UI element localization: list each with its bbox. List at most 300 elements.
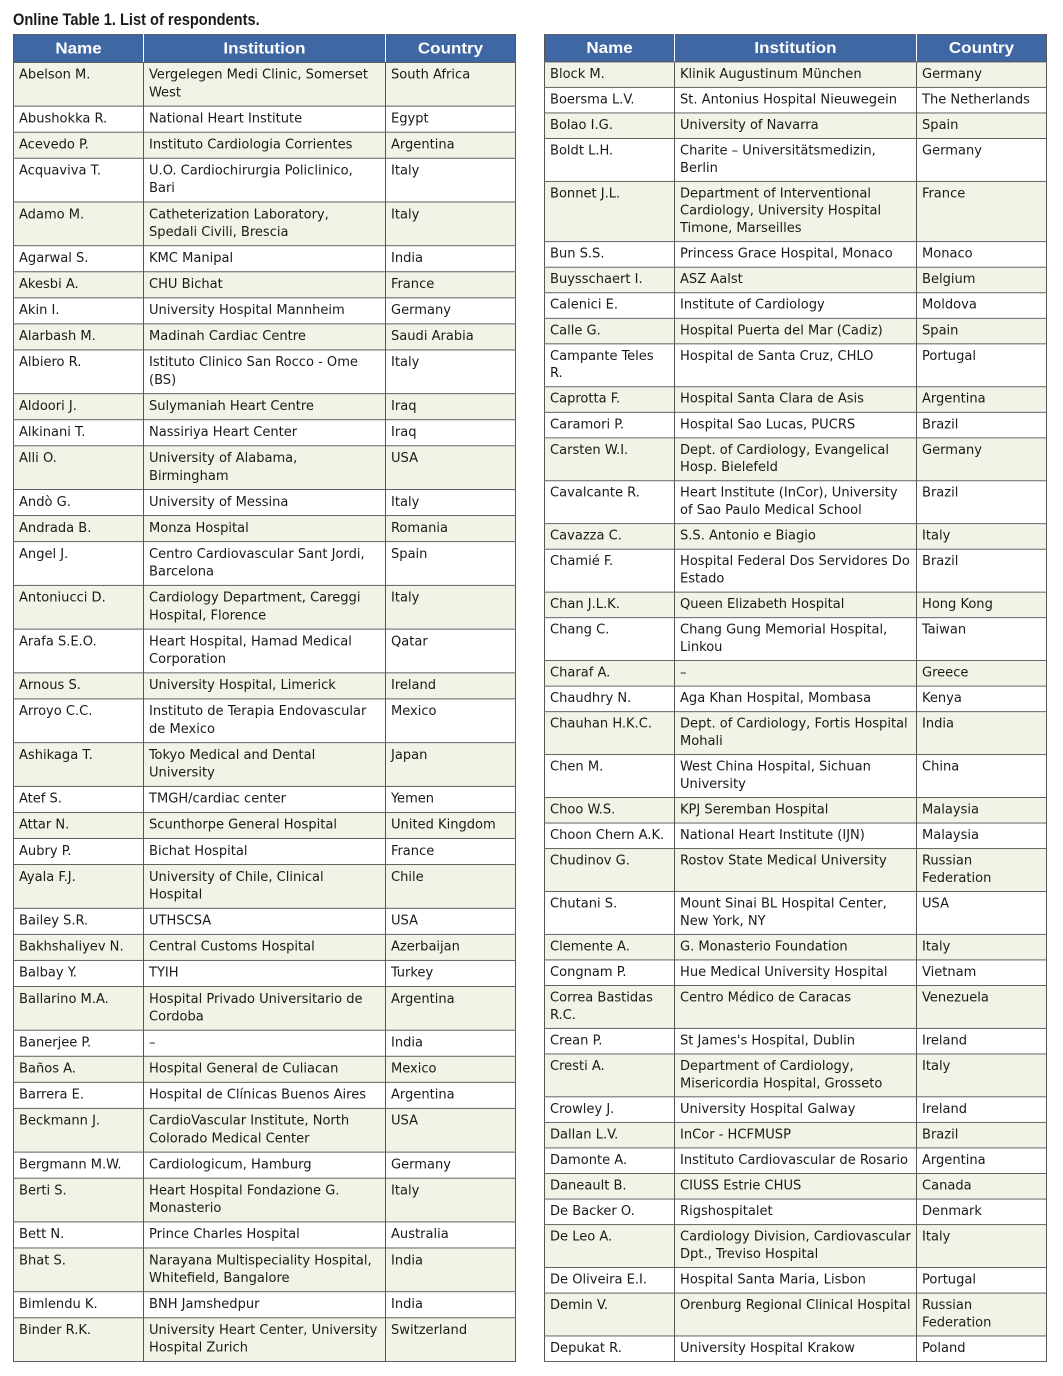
- country-cell: Kenya: [917, 686, 1047, 712]
- table-caption: Online Table 1. List of respondents.: [13, 10, 260, 29]
- country-cell: Brazil: [917, 549, 1047, 592]
- table-row: [14, 1248, 516, 1292]
- table-row: [545, 87, 1047, 113]
- name-cell: Carsten W.I.: [545, 438, 675, 481]
- table-row: [14, 934, 516, 960]
- name-cell: Buysschaert I.: [545, 267, 675, 293]
- table-row: [545, 618, 1047, 661]
- country-cell: USA: [917, 891, 1047, 934]
- name-cell: Arnous S.: [14, 673, 144, 699]
- table-row: [14, 62, 516, 106]
- column-header-country: Country: [917, 34, 1047, 61]
- name-cell: Bakhshaliyev N.: [14, 934, 144, 960]
- country-cell: China: [917, 755, 1047, 798]
- name-cell: Bonnet J.L.: [545, 181, 675, 241]
- header-row: [14, 34, 516, 62]
- table-row: [545, 318, 1047, 344]
- country-cell: Malaysia: [917, 797, 1047, 823]
- institution-cell: CIUSS Estrie CHUS: [675, 1174, 917, 1200]
- country-cell: Italy: [386, 202, 516, 246]
- name-cell: Balbay Y.: [14, 960, 144, 986]
- respondents-table-right: [544, 34, 1047, 1362]
- table-row: [14, 1108, 516, 1152]
- country-cell: Denmark: [917, 1199, 1047, 1225]
- institution-cell: University Hospital Mannheim: [144, 298, 386, 324]
- table-row: [14, 673, 516, 699]
- country-cell: France: [917, 181, 1047, 241]
- table-row: [545, 823, 1047, 849]
- institution-cell: Narayana Multispeciality Hospital, Whitefield, Bangalore: [144, 1248, 386, 1292]
- institution-cell: West China Hospital, Sichuan University: [675, 755, 917, 798]
- country-cell: Portugal: [917, 344, 1047, 387]
- institution-cell: Istituto Clinico San Rocco - Ome (BS): [144, 350, 386, 394]
- institution-cell: Department of Interventional Cardiology, University Hospital Timone, Marseilles: [675, 181, 917, 241]
- name-cell: Attar N.: [14, 812, 144, 838]
- country-cell: Qatar: [386, 629, 516, 673]
- institution-cell: Catheterization Laboratory, Spedali Civili, Brescia: [144, 202, 386, 246]
- name-cell: Aubry P.: [14, 839, 144, 865]
- table-row: [14, 743, 516, 787]
- name-cell: Choo W.S.: [545, 797, 675, 823]
- country-cell: Chile: [386, 865, 516, 909]
- institution-cell: Scunthorpe General Hospital: [144, 812, 386, 838]
- name-cell: Campante Teles R.: [545, 344, 675, 387]
- name-cell: Beckmann J.: [14, 1108, 144, 1152]
- name-cell: Atef S.: [14, 786, 144, 812]
- name-cell: Cavazza C.: [545, 524, 675, 550]
- institution-cell: Mount Sinai BL Hospital Center, New York, NY: [675, 891, 917, 934]
- institution-cell: Dept. of Cardiology, Evangelical Hosp. Bielefeld: [675, 438, 917, 481]
- institution-cell: Centro Cardiovascular Sant Jordi, Barcelona: [144, 542, 386, 586]
- country-cell: USA: [386, 446, 516, 490]
- institution-cell: Sulymaniah Heart Centre: [144, 394, 386, 420]
- institution-cell: Hospital Federal Dos Servidores Do Estado: [675, 549, 917, 592]
- table-row: [545, 412, 1047, 438]
- institution-cell: Dept. of Cardiology, Fortis Hospital Mohali: [675, 712, 917, 755]
- column-header-name: Name: [545, 34, 675, 61]
- table-row: [14, 542, 516, 586]
- table-row: [545, 755, 1047, 798]
- country-cell: Taiwan: [917, 618, 1047, 661]
- country-cell: Argentina: [917, 387, 1047, 413]
- name-cell: Bergmann M.W.: [14, 1152, 144, 1178]
- table-row: [14, 1056, 516, 1082]
- institution-cell: Madinah Cardiac Centre: [144, 324, 386, 350]
- country-cell: South Africa: [386, 62, 516, 106]
- country-cell: Australia: [386, 1222, 516, 1248]
- table-row: [545, 712, 1047, 755]
- table-row: [545, 1122, 1047, 1148]
- name-cell: Chudinov G.: [545, 849, 675, 892]
- name-cell: Caramori P.: [545, 412, 675, 438]
- institution-cell: St James's Hospital, Dublin: [675, 1028, 917, 1054]
- name-cell: Andrada B.: [14, 516, 144, 542]
- institution-cell: University of Chile, Clinical Hospital: [144, 865, 386, 909]
- name-cell: Damonte A.: [545, 1148, 675, 1174]
- country-cell: Iraq: [386, 394, 516, 420]
- country-cell: Turkey: [386, 960, 516, 986]
- country-cell: Yemen: [386, 786, 516, 812]
- country-cell: Brazil: [917, 481, 1047, 524]
- table-row: [14, 132, 516, 158]
- respondents-table-left: [13, 34, 516, 1362]
- table-row: [545, 1225, 1047, 1268]
- table-row: [545, 1148, 1047, 1174]
- table-row: [14, 986, 516, 1030]
- name-cell: Aldoori J.: [14, 394, 144, 420]
- table-row: [14, 394, 516, 420]
- name-cell: Bhat S.: [14, 1248, 144, 1292]
- table-row: [14, 699, 516, 743]
- name-cell: Ashikaga T.: [14, 743, 144, 787]
- country-cell: Ireland: [917, 1028, 1047, 1054]
- country-cell: Italy: [386, 158, 516, 202]
- country-cell: Italy: [386, 490, 516, 516]
- table-row: [545, 524, 1047, 550]
- country-cell: Brazil: [917, 1122, 1047, 1148]
- name-cell: Angel J.: [14, 542, 144, 586]
- name-cell: Berti S.: [14, 1178, 144, 1222]
- country-cell: Russian Federation: [917, 1293, 1047, 1336]
- country-cell: Switzerland: [386, 1318, 516, 1362]
- country-cell: France: [386, 272, 516, 298]
- table-row: [14, 446, 516, 490]
- institution-cell: Tokyo Medical and Dental University: [144, 743, 386, 787]
- institution-cell: Instituto Cardiovascular de Rosario: [675, 1148, 917, 1174]
- country-cell: Spain: [917, 113, 1047, 139]
- table-row: [14, 202, 516, 246]
- name-cell: Arafa S.E.O.: [14, 629, 144, 673]
- country-cell: Egypt: [386, 106, 516, 132]
- country-cell: India: [386, 246, 516, 272]
- table-row: [545, 686, 1047, 712]
- country-cell: Germany: [917, 139, 1047, 182]
- name-cell: Chang C.: [545, 618, 675, 661]
- country-cell: USA: [386, 908, 516, 934]
- name-cell: Agarwal S.: [14, 246, 144, 272]
- institution-cell: Hospital Puerta del Mar (Cadiz): [675, 318, 917, 344]
- table-row: [14, 1082, 516, 1108]
- country-cell: India: [386, 1292, 516, 1318]
- column-header-country: Country: [386, 34, 516, 62]
- country-cell: India: [917, 712, 1047, 755]
- table-row: [545, 985, 1047, 1028]
- institution-cell: Cardiologicum, Hamburg: [144, 1152, 386, 1178]
- institution-cell: University Heart Center, University Hospital Zurich: [144, 1318, 386, 1362]
- name-cell: De Leo A.: [545, 1225, 675, 1268]
- country-cell: The Netherlands: [917, 87, 1047, 113]
- country-cell: Azerbaijan: [386, 934, 516, 960]
- institution-cell: Heart Hospital, Hamad Medical Corporation: [144, 629, 386, 673]
- table-row: [545, 1174, 1047, 1200]
- country-cell: Greece: [917, 661, 1047, 687]
- table-row: [545, 387, 1047, 413]
- table-row: [14, 1292, 516, 1318]
- table-row: [545, 661, 1047, 687]
- institution-cell: InCor - HCFMUSP: [675, 1122, 917, 1148]
- name-cell: Depukat R.: [545, 1336, 675, 1362]
- country-cell: Argentina: [917, 1148, 1047, 1174]
- country-cell: Mexico: [386, 1056, 516, 1082]
- name-cell: Bun S.S.: [545, 242, 675, 268]
- institution-cell: Rostov State Medical University: [675, 849, 917, 892]
- country-cell: Iraq: [386, 420, 516, 446]
- country-cell: Italy: [386, 585, 516, 629]
- country-cell: Monaco: [917, 242, 1047, 268]
- institution-cell: KMC Manipal: [144, 246, 386, 272]
- institution-cell: Instituto de Terapia Endovascular de Mexico: [144, 699, 386, 743]
- table-row: [545, 549, 1047, 592]
- country-cell: Italy: [917, 1225, 1047, 1268]
- name-cell: Abushokka R.: [14, 106, 144, 132]
- institution-cell: Princess Grace Hospital, Monaco: [675, 242, 917, 268]
- name-cell: Choon Chern A.K.: [545, 823, 675, 849]
- country-cell: Italy: [917, 934, 1047, 960]
- table-row: [14, 158, 516, 202]
- institution-cell: CHU Bichat: [144, 272, 386, 298]
- table-row: [14, 106, 516, 132]
- country-cell: Ireland: [917, 1097, 1047, 1123]
- institution-cell: Cardiology Department, Careggi Hospital, Florence: [144, 585, 386, 629]
- institution-cell: Institute of Cardiology: [675, 293, 917, 319]
- table-row: [545, 438, 1047, 481]
- name-cell: Cavalcante R.: [545, 481, 675, 524]
- country-cell: Poland: [917, 1336, 1047, 1362]
- name-cell: Chan J.L.K.: [545, 592, 675, 618]
- name-cell: Cresti A.: [545, 1054, 675, 1097]
- table-row: [14, 1030, 516, 1056]
- institution-cell: Hospital General de Culiacan: [144, 1056, 386, 1082]
- table-row: [545, 891, 1047, 934]
- country-cell: Germany: [386, 1152, 516, 1178]
- name-cell: Crean P.: [545, 1028, 675, 1054]
- institution-cell: Centro Médico de Caracas: [675, 985, 917, 1028]
- name-cell: Arroyo C.C.: [14, 699, 144, 743]
- country-cell: USA: [386, 1108, 516, 1152]
- institution-cell: St. Antonius Hospital Nieuwegein: [675, 87, 917, 113]
- table-row: [545, 1293, 1047, 1336]
- table-row: [14, 420, 516, 446]
- institution-cell: Cardiology Division, Cardiovascular Dpt., Treviso Hospital: [675, 1225, 917, 1268]
- table-row: [545, 293, 1047, 319]
- table-row: [14, 1178, 516, 1222]
- table-row: [545, 960, 1047, 986]
- institution-cell: BNH Jamshedpur: [144, 1292, 386, 1318]
- institution-cell: CardioVascular Institute, North Colorado Medical Center: [144, 1108, 386, 1152]
- name-cell: Boersma L.V.: [545, 87, 675, 113]
- country-cell: India: [386, 1030, 516, 1056]
- name-cell: Alarbash M.: [14, 324, 144, 350]
- country-cell: Vietnam: [917, 960, 1047, 986]
- institution-cell: –: [675, 661, 917, 687]
- table-row: [545, 849, 1047, 892]
- institution-cell: G. Monasterio Foundation: [675, 934, 917, 960]
- table-row: [545, 181, 1047, 241]
- name-cell: Boldt L.H.: [545, 139, 675, 182]
- institution-cell: Central Customs Hospital: [144, 934, 386, 960]
- institution-cell: TYIH: [144, 960, 386, 986]
- institution-cell: UTHSCSA: [144, 908, 386, 934]
- institution-cell: University Hospital, Limerick: [144, 673, 386, 699]
- country-cell: Argentina: [386, 986, 516, 1030]
- name-cell: Baños A.: [14, 1056, 144, 1082]
- name-cell: Bimlendu K.: [14, 1292, 144, 1318]
- table-row: [545, 62, 1047, 88]
- country-cell: France: [386, 839, 516, 865]
- country-cell: Spain: [917, 318, 1047, 344]
- country-cell: Ireland: [386, 673, 516, 699]
- institution-cell: Queen Elizabeth Hospital: [675, 592, 917, 618]
- country-cell: Germany: [386, 298, 516, 324]
- table-row: [14, 246, 516, 272]
- table-row: [545, 1336, 1047, 1362]
- table-row: [545, 797, 1047, 823]
- name-cell: Block M.: [545, 62, 675, 88]
- name-cell: Akesbi A.: [14, 272, 144, 298]
- institution-cell: U.O. Cardiochirurgia Policlinico, Bari: [144, 158, 386, 202]
- table-row: [545, 1199, 1047, 1225]
- institution-cell: –: [144, 1030, 386, 1056]
- name-cell: Chamié F.: [545, 549, 675, 592]
- institution-cell: Hospital Sao Lucas, PUCRS: [675, 412, 917, 438]
- country-cell: Russian Federation: [917, 849, 1047, 892]
- table-row: [14, 298, 516, 324]
- column-header-institution: Institution: [675, 34, 917, 61]
- name-cell: Chaudhry N.: [545, 686, 675, 712]
- name-cell: Bett N.: [14, 1222, 144, 1248]
- table-row: [545, 1268, 1047, 1294]
- institution-cell: ASZ Aalst: [675, 267, 917, 293]
- name-cell: Dallan L.V.: [545, 1122, 675, 1148]
- table-row: [14, 324, 516, 350]
- table-row: [14, 1318, 516, 1362]
- name-cell: Acevedo P.: [14, 132, 144, 158]
- institution-cell: Hue Medical University Hospital: [675, 960, 917, 986]
- institution-cell: Heart Hospital Fondazione G. Monasterio: [144, 1178, 386, 1222]
- institution-cell: National Heart Institute (IJN): [675, 823, 917, 849]
- country-cell: Japan: [386, 743, 516, 787]
- name-cell: Antoniucci D.: [14, 585, 144, 629]
- name-cell: Crowley J.: [545, 1097, 675, 1123]
- table-row: [545, 1097, 1047, 1123]
- name-cell: Calenici E.: [545, 293, 675, 319]
- table-row: [14, 960, 516, 986]
- country-cell: Moldova: [917, 293, 1047, 319]
- country-cell: Italy: [917, 524, 1047, 550]
- country-cell: Brazil: [917, 412, 1047, 438]
- institution-cell: Prince Charles Hospital: [144, 1222, 386, 1248]
- name-cell: Banerjee P.: [14, 1030, 144, 1056]
- name-cell: Chauhan H.K.C.: [545, 712, 675, 755]
- table-row: [14, 786, 516, 812]
- institution-cell: Bichat Hospital: [144, 839, 386, 865]
- name-cell: De Oliveira E.I.: [545, 1268, 675, 1294]
- table-row: [545, 267, 1047, 293]
- name-cell: Alkinani T.: [14, 420, 144, 446]
- country-cell: Argentina: [386, 132, 516, 158]
- name-cell: Ayala F.J.: [14, 865, 144, 909]
- table-row: [14, 839, 516, 865]
- name-cell: Chutani S.: [545, 891, 675, 934]
- country-cell: Argentina: [386, 1082, 516, 1108]
- name-cell: Bolao I.G.: [545, 113, 675, 139]
- table-row: [545, 934, 1047, 960]
- table-row: [14, 812, 516, 838]
- column-header-name: Name: [14, 34, 144, 62]
- country-cell: Italy: [386, 350, 516, 394]
- table-row: [545, 592, 1047, 618]
- table-row: [14, 350, 516, 394]
- institution-cell: Aga Khan Hospital, Mombasa: [675, 686, 917, 712]
- institution-cell: Department of Cardiology, Misericordia Hospital, Grosseto: [675, 1054, 917, 1097]
- institution-cell: Heart Institute (InCor), University of Sao Paulo Medical School: [675, 481, 917, 524]
- country-cell: India: [386, 1248, 516, 1292]
- name-cell: Charaf A.: [545, 661, 675, 687]
- institution-cell: S.S. Antonio e Biagio: [675, 524, 917, 550]
- institution-cell: Hospital de Santa Cruz, CHLO: [675, 344, 917, 387]
- name-cell: De Backer O.: [545, 1199, 675, 1225]
- table-row: [545, 113, 1047, 139]
- name-cell: Calle G.: [545, 318, 675, 344]
- table-row: [545, 139, 1047, 182]
- country-cell: Spain: [386, 542, 516, 586]
- name-cell: Binder R.K.: [14, 1318, 144, 1362]
- institution-cell: Hospital Santa Maria, Lisbon: [675, 1268, 917, 1294]
- country-cell: Germany: [917, 62, 1047, 88]
- name-cell: Caprotta F.: [545, 387, 675, 413]
- name-cell: Congnam P.: [545, 960, 675, 986]
- table-row: [14, 908, 516, 934]
- institution-cell: Instituto Cardiologia Corrientes: [144, 132, 386, 158]
- table-row: [14, 516, 516, 542]
- column-header-institution: Institution: [144, 34, 386, 62]
- country-cell: Mexico: [386, 699, 516, 743]
- country-cell: Romania: [386, 516, 516, 542]
- institution-cell: TMGH/cardiac center: [144, 786, 386, 812]
- institution-cell: Orenburg Regional Clinical Hospital: [675, 1293, 917, 1336]
- table-row: [14, 865, 516, 909]
- name-cell: Correa Bastidas R.C.: [545, 985, 675, 1028]
- table-row: [545, 1028, 1047, 1054]
- name-cell: Akin I.: [14, 298, 144, 324]
- institution-cell: Nassiriya Heart Center: [144, 420, 386, 446]
- table-row: [545, 1054, 1047, 1097]
- table-row: [14, 1222, 516, 1248]
- country-cell: Italy: [386, 1178, 516, 1222]
- name-cell: Adamo M.: [14, 202, 144, 246]
- institution-cell: Rigshospitalet: [675, 1199, 917, 1225]
- table-row: [14, 585, 516, 629]
- institution-cell: National Heart Institute: [144, 106, 386, 132]
- table-row: [545, 344, 1047, 387]
- institution-cell: University Hospital Galway: [675, 1097, 917, 1123]
- country-cell: Italy: [917, 1054, 1047, 1097]
- name-cell: Demin V.: [545, 1293, 675, 1336]
- institution-cell: Klinik Augustinum München: [675, 62, 917, 88]
- institution-cell: University Hospital Krakow: [675, 1336, 917, 1362]
- name-cell: Albiero R.: [14, 350, 144, 394]
- institution-cell: University of Messina: [144, 490, 386, 516]
- table-row: [14, 272, 516, 298]
- table-row: [14, 490, 516, 516]
- institution-cell: Hospital Santa Clara de Asis: [675, 387, 917, 413]
- institution-cell: Hospital de Clínicas Buenos Aires: [144, 1082, 386, 1108]
- country-cell: Portugal: [917, 1268, 1047, 1294]
- country-cell: Germany: [917, 438, 1047, 481]
- name-cell: Clemente A.: [545, 934, 675, 960]
- institution-cell: Vergelegen Medi Clinic, Somerset West: [144, 62, 386, 106]
- institution-cell: Monza Hospital: [144, 516, 386, 542]
